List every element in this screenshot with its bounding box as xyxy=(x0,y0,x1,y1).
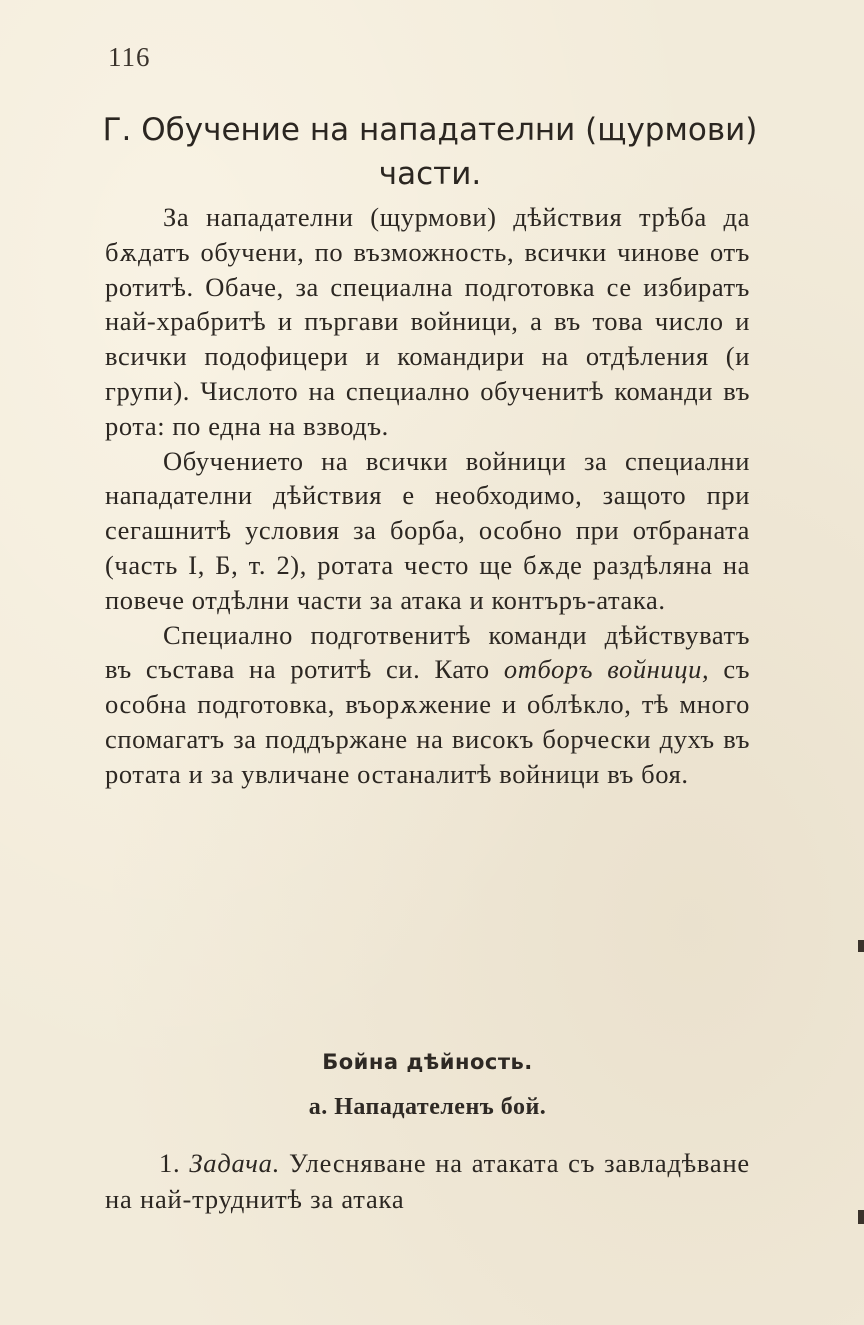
task-label: Задача. xyxy=(189,1148,281,1178)
paragraph-1: За нападателни (щурмови) дѣйствия трѣба да бѫдатъ обучени, по възможность, всички чинове отъ ротитѣ. Обаче, за специална подготовка се избиратъ най-храбритѣ и пъргави войници, а въ това число и всички подофицери и командири на отдѣления (и групи). Числото на специално обученитѣ команди въ рота: по една на взводъ. xyxy=(105,202,750,441)
subsection-heading: а. Нападателенъ бой. xyxy=(308,1094,547,1120)
paragraph-3-italic: отборъ войници, xyxy=(503,654,710,685)
edge-mark xyxy=(858,1210,864,1224)
paragraph-3 xyxy=(105,618,750,792)
section-heading: Бойна дѣйность. xyxy=(322,1050,533,1074)
paragraph-2: Обучението на всички войници за специални нападателни дѣйствия е необходимо, защото при сегашнитѣ условия за борба, особно при отбраната (часть I, Б, т. 2), ротата често ще бѫде раздѣляна на повече отдѣлни части за атака и контъръ-атака. xyxy=(105,445,750,615)
task-paragraph xyxy=(105,1145,750,1217)
chapter-heading-line-2: части. xyxy=(378,156,482,192)
body-text xyxy=(105,200,750,792)
task-number: 1. xyxy=(159,1148,181,1178)
edge-mark xyxy=(858,940,864,952)
chapter-heading xyxy=(100,108,760,196)
paragraph-3-end: съ особна подготовка, въорѫжение и облѣкло, тѣ много спомагатъ за поддържане на високъ борчески духъ въ ротата и за увличане останалитѣ войници въ боя. xyxy=(105,654,751,789)
task-text: Улесняване на атаката съ завладѣване на най-труднитѣ за атака xyxy=(105,1148,750,1214)
page-number: 116 xyxy=(108,42,151,72)
chapter-heading-line-1: Г. Обучение на нападателни (щурмови) xyxy=(102,112,758,148)
paragraph-3-start: Специално подготвенитѣ команди дѣйствуватъ въ състава на ротитѣ си. Като xyxy=(105,619,750,685)
